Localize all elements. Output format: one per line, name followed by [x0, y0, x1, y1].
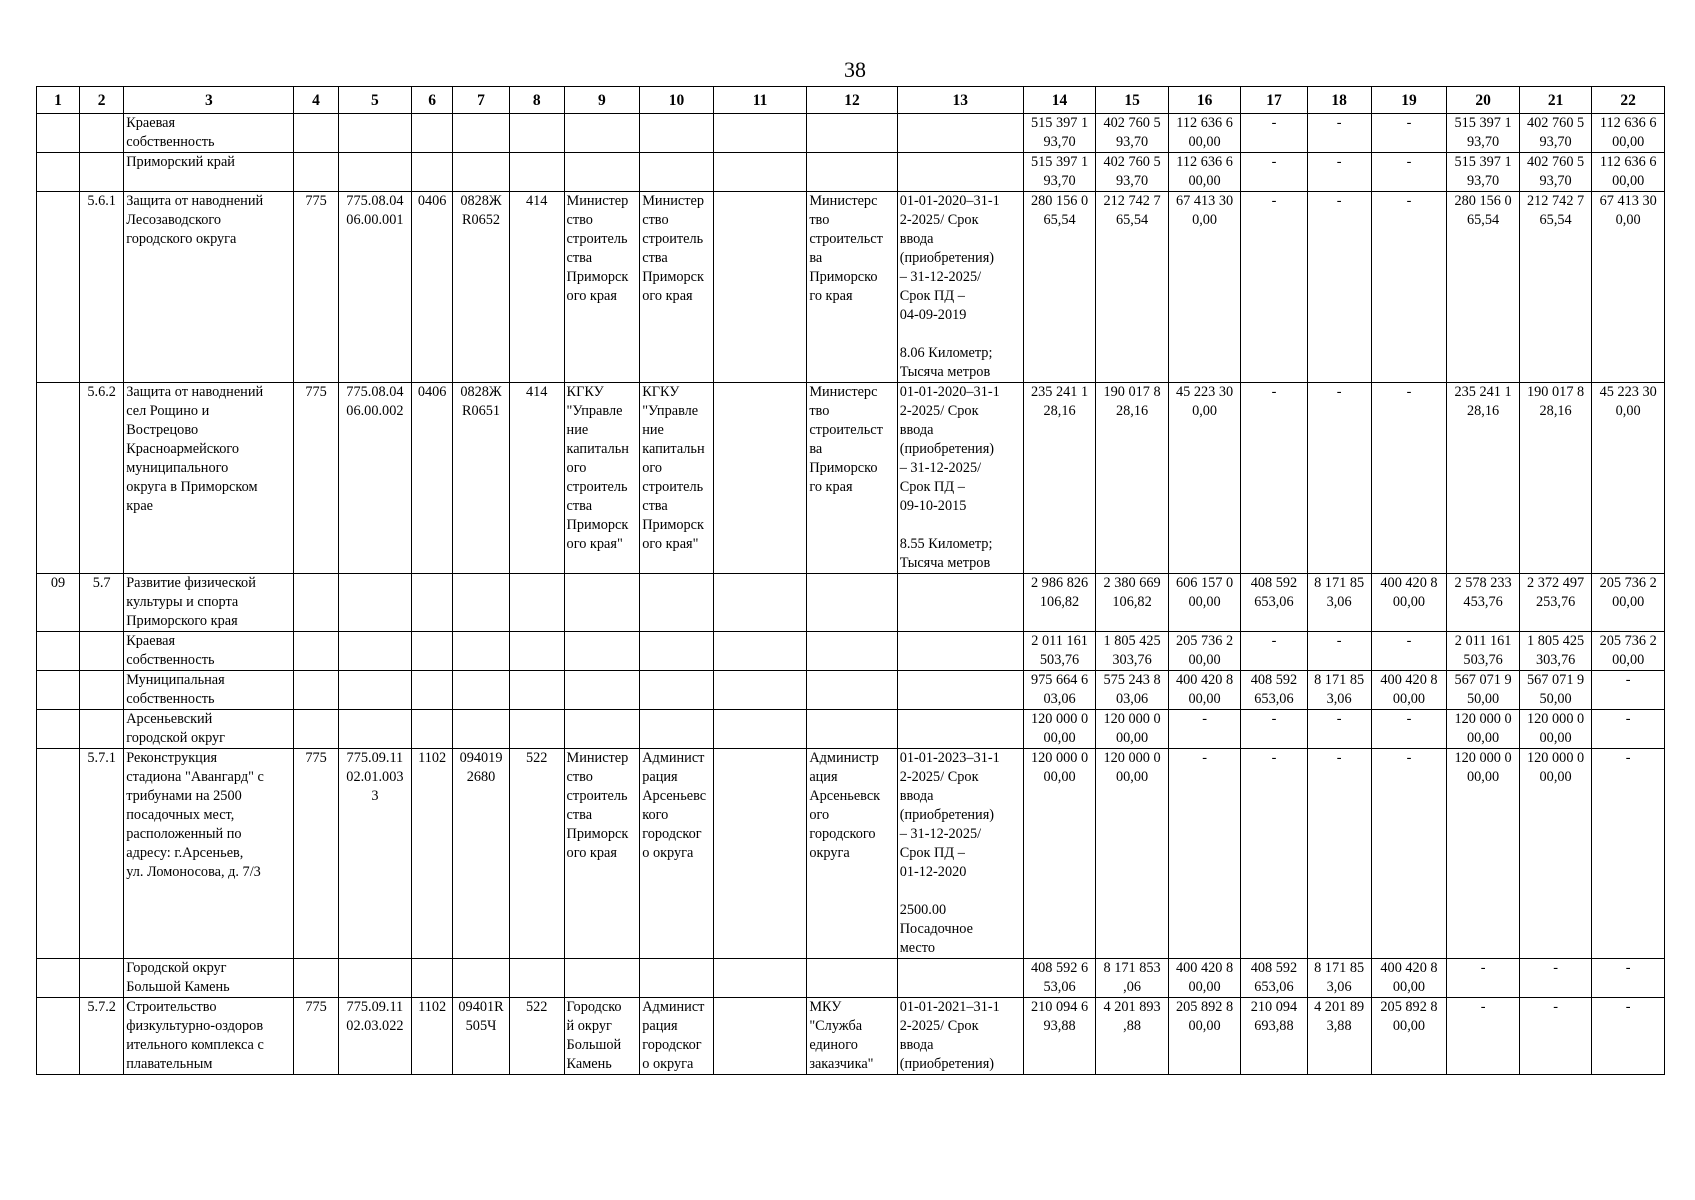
- table-cell-col-3: Реконструкция стадиона "Авангард" с трибунами на 2500 посадочных мест, расположенный по адресу: г.Арсеньев, ул. Ломоносова, д. 7/3: [124, 749, 294, 959]
- table-cell-col-19: -: [1371, 710, 1447, 749]
- table-cell-col-15: 402 760 5 93,70: [1096, 153, 1169, 192]
- table-cell-col-19: -: [1371, 749, 1447, 959]
- table-cell-col-20: 515 397 1 93,70: [1447, 153, 1520, 192]
- table-cell-col-7: 094019 2680: [453, 749, 510, 959]
- table-row: [37, 710, 1665, 749]
- table-cell-col-15: 575 243 8 03,06: [1096, 671, 1169, 710]
- table-cell-col-6: [412, 671, 453, 710]
- table-cell-col-15: 1 805 425 303,76: [1096, 632, 1169, 671]
- table-row: [37, 574, 1665, 632]
- table-cell-col-18: 8 171 85 3,06: [1307, 959, 1371, 998]
- table-cell-col-22: -: [1592, 710, 1665, 749]
- table-cell-col-9: [564, 671, 640, 710]
- table-cell-col-6: 1102: [412, 749, 453, 959]
- table-cell-col-8: [509, 710, 564, 749]
- table-cell-col-6: [412, 632, 453, 671]
- table-cell-col-11: [713, 959, 807, 998]
- table-cell-col-10: [640, 710, 714, 749]
- table-cell-col-15: 4 201 893 ,88: [1096, 998, 1169, 1075]
- table-cell-col-3: Защита от наводнений Лесозаводского городского округа: [124, 192, 294, 383]
- table-cell-col-12: Министерс тво строительст ва Приморско го края: [807, 192, 897, 383]
- table-cell-col-13: [897, 574, 1023, 632]
- table-cell-col-19: 400 420 8 00,00: [1371, 959, 1447, 998]
- table-cell-col-21: -: [1519, 959, 1592, 998]
- table-cell-col-6: [412, 114, 453, 153]
- table-cell-col-12: [807, 114, 897, 153]
- table-cell-col-2: 5.7.1: [80, 749, 124, 959]
- table-cell-col-8: 522: [509, 998, 564, 1075]
- table-cell-col-18: -: [1307, 710, 1371, 749]
- table-cell-col-14: 975 664 6 03,06: [1023, 671, 1096, 710]
- table-cell-col-5: 775.08.04 06.00.001: [338, 192, 412, 383]
- table-cell-col-5: [338, 671, 412, 710]
- table-cell-col-5: [338, 632, 412, 671]
- column-header-6: 6: [412, 87, 453, 114]
- table-row: [37, 632, 1665, 671]
- table-cell-col-20: 235 241 1 28,16: [1447, 383, 1520, 574]
- column-header-20: 20: [1447, 87, 1520, 114]
- table-cell-col-14: 280 156 0 65,54: [1023, 192, 1096, 383]
- table-row: [37, 959, 1665, 998]
- table-cell-col-18: 8 171 85 3,06: [1307, 671, 1371, 710]
- table-cell-col-20: 2 011 161 503,76: [1447, 632, 1520, 671]
- table-cell-col-10: [640, 574, 714, 632]
- table-cell-col-21: 190 017 8 28,16: [1519, 383, 1592, 574]
- table-cell-col-14: 235 241 1 28,16: [1023, 383, 1096, 574]
- table-cell-col-1: [37, 153, 80, 192]
- table-row: [37, 192, 1665, 383]
- table-cell-col-20: 280 156 0 65,54: [1447, 192, 1520, 383]
- table-cell-col-7: [453, 959, 510, 998]
- table-cell-col-6: [412, 959, 453, 998]
- table-cell-col-9: Министер ство строитель ства Приморск ого края: [564, 192, 640, 383]
- table-cell-col-17: -: [1241, 710, 1307, 749]
- column-header-1: 1: [37, 87, 80, 114]
- table-cell-col-15: 402 760 5 93,70: [1096, 114, 1169, 153]
- table-cell-col-10: [640, 959, 714, 998]
- table-cell-col-22: -: [1592, 749, 1665, 959]
- table-cell-col-19: -: [1371, 383, 1447, 574]
- table-cell-col-16: 205 736 2 00,00: [1168, 632, 1241, 671]
- column-header-22: 22: [1592, 87, 1665, 114]
- column-header-17: 17: [1241, 87, 1307, 114]
- table-cell-col-15: 212 742 7 65,54: [1096, 192, 1169, 383]
- table-cell-col-14: 2 986 826 106,82: [1023, 574, 1096, 632]
- table-cell-col-3: Приморский край: [124, 153, 294, 192]
- table-cell-col-4: [294, 632, 338, 671]
- table-cell-col-1: [37, 632, 80, 671]
- table-cell-col-4: 775: [294, 383, 338, 574]
- table-cell-col-21: 402 760 5 93,70: [1519, 114, 1592, 153]
- table-cell-col-5: [338, 114, 412, 153]
- table-cell-col-16: 205 892 8 00,00: [1168, 998, 1241, 1075]
- table-cell-col-5: 775.09.11 02.01.003 3: [338, 749, 412, 959]
- table-cell-col-1: [37, 998, 80, 1075]
- table-cell-col-6: 0406: [412, 383, 453, 574]
- table-cell-col-14: 2 011 161 503,76: [1023, 632, 1096, 671]
- table-cell-col-2: 5.7.2: [80, 998, 124, 1075]
- table-cell-col-7: [453, 710, 510, 749]
- table-cell-col-10: КГКУ "Управле ние капитальн ого строитель ства Приморск ого края": [640, 383, 714, 574]
- table-cell-col-15: 120 000 0 00,00: [1096, 749, 1169, 959]
- column-header-9: 9: [564, 87, 640, 114]
- table-cell-col-12: Администр ация Арсеньевск ого городского округа: [807, 749, 897, 959]
- table-cell-col-17: -: [1241, 114, 1307, 153]
- table-cell-col-6: [412, 153, 453, 192]
- table-cell-col-1: [37, 192, 80, 383]
- table-cell-col-11: [713, 671, 807, 710]
- page-number: 38: [844, 57, 866, 82]
- table-cell-col-11: [713, 574, 807, 632]
- table-cell-col-13: [897, 671, 1023, 710]
- table-cell-col-18: -: [1307, 153, 1371, 192]
- table-cell-col-10: [640, 671, 714, 710]
- column-header-10: 10: [640, 87, 714, 114]
- table-cell-col-5: 775.09.11 02.03.022: [338, 998, 412, 1075]
- table-cell-col-3: Арсеньевский городской округ: [124, 710, 294, 749]
- table-cell-col-8: [509, 959, 564, 998]
- table-cell-col-16: 400 420 8 00,00: [1168, 671, 1241, 710]
- table-cell-col-13: 01-01-2021–31-1 2-2025/ Срок ввода (приобретения): [897, 998, 1023, 1075]
- column-header-18: 18: [1307, 87, 1371, 114]
- table-cell-col-21: 567 071 9 50,00: [1519, 671, 1592, 710]
- table-row: [37, 998, 1665, 1075]
- table-body: [37, 114, 1665, 1075]
- table-row: [37, 114, 1665, 153]
- column-header-4: 4: [294, 87, 338, 114]
- table-cell-col-17: 408 592 653,06: [1241, 671, 1307, 710]
- table-cell-col-1: [37, 383, 80, 574]
- table-cell-col-1: [37, 671, 80, 710]
- table-cell-col-17: -: [1241, 632, 1307, 671]
- table-cell-col-12: МКУ "Служба единого заказчика": [807, 998, 897, 1075]
- table-row: [37, 153, 1665, 192]
- table-cell-col-16: 112 636 6 00,00: [1168, 153, 1241, 192]
- table-cell-col-21: 2 372 497 253,76: [1519, 574, 1592, 632]
- table-cell-col-2: [80, 671, 124, 710]
- table-cell-col-22: -: [1592, 671, 1665, 710]
- table-cell-col-8: [509, 574, 564, 632]
- table-cell-col-4: 775: [294, 998, 338, 1075]
- table-cell-col-4: 775: [294, 192, 338, 383]
- table-cell-col-13: [897, 153, 1023, 192]
- table-cell-col-13: [897, 710, 1023, 749]
- table-cell-col-21: 212 742 7 65,54: [1519, 192, 1592, 383]
- table-cell-col-2: 5.6.2: [80, 383, 124, 574]
- table-cell-col-19: -: [1371, 632, 1447, 671]
- table-cell-col-19: 400 420 8 00,00: [1371, 671, 1447, 710]
- table-cell-col-9: [564, 153, 640, 192]
- column-header-12: 12: [807, 87, 897, 114]
- table-cell-col-22: 205 736 2 00,00: [1592, 574, 1665, 632]
- table-cell-col-7: [453, 574, 510, 632]
- table-cell-col-12: [807, 671, 897, 710]
- table-cell-col-2: 5.7: [80, 574, 124, 632]
- table-cell-col-7: 09401R 505Ч: [453, 998, 510, 1075]
- table-cell-col-5: [338, 574, 412, 632]
- table-cell-col-10: Админист рация городског о округа: [640, 998, 714, 1075]
- table-cell-col-18: -: [1307, 192, 1371, 383]
- column-header-2: 2: [80, 87, 124, 114]
- table-cell-col-13: 01-01-2020–31-1 2-2025/ Срок ввода (приобретения) – 31-12-2025/ Срок ПД – 09-10-2015 8.55 Километр; Тысяча метров: [897, 383, 1023, 574]
- table-cell-col-2: [80, 710, 124, 749]
- table-cell-col-4: [294, 114, 338, 153]
- table-cell-col-16: 112 636 6 00,00: [1168, 114, 1241, 153]
- column-header-21: 21: [1519, 87, 1592, 114]
- table-cell-col-22: 67 413 30 0,00: [1592, 192, 1665, 383]
- table-cell-col-12: [807, 710, 897, 749]
- table-cell-col-15: 120 000 0 00,00: [1096, 710, 1169, 749]
- table-cell-col-21: 120 000 0 00,00: [1519, 749, 1592, 959]
- table-cell-col-11: [713, 710, 807, 749]
- table-cell-col-22: 205 736 2 00,00: [1592, 632, 1665, 671]
- table-cell-col-2: [80, 959, 124, 998]
- table-cell-col-14: 210 094 6 93,88: [1023, 998, 1096, 1075]
- table-cell-col-9: [564, 959, 640, 998]
- table-cell-col-18: 4 201 89 3,88: [1307, 998, 1371, 1075]
- table-cell-col-4: 775: [294, 749, 338, 959]
- table-cell-col-19: -: [1371, 153, 1447, 192]
- table-cell-col-9: [564, 574, 640, 632]
- table-cell-col-5: [338, 153, 412, 192]
- table-cell-col-7: [453, 153, 510, 192]
- table-cell-col-9: [564, 114, 640, 153]
- table-cell-col-3: Муниципальная собственность: [124, 671, 294, 710]
- table-cell-col-8: 522: [509, 749, 564, 959]
- table-cell-col-16: 400 420 8 00,00: [1168, 959, 1241, 998]
- table-cell-col-18: -: [1307, 632, 1371, 671]
- table-cell-col-21: 120 000 0 00,00: [1519, 710, 1592, 749]
- table-cell-col-14: 408 592 6 53,06: [1023, 959, 1096, 998]
- table-cell-col-7: 0828Ж R0652: [453, 192, 510, 383]
- table-cell-col-3: Строительство физкультурно-оздоров ительного комплекса с плавательным: [124, 998, 294, 1075]
- column-header-13: 13: [897, 87, 1023, 114]
- table-cell-col-4: [294, 710, 338, 749]
- table-cell-col-3: Краевая собственность: [124, 632, 294, 671]
- table-cell-col-18: -: [1307, 749, 1371, 959]
- table-cell-col-14: 515 397 1 93,70: [1023, 153, 1096, 192]
- table-row: [37, 671, 1665, 710]
- table-cell-col-21: -: [1519, 998, 1592, 1075]
- table-cell-col-9: [564, 632, 640, 671]
- table-cell-col-2: [80, 632, 124, 671]
- table-cell-col-17: 408 592 653,06: [1241, 959, 1307, 998]
- table-cell-col-15: 2 380 669 106,82: [1096, 574, 1169, 632]
- table-cell-col-7: [453, 671, 510, 710]
- table-cell-col-22: 112 636 6 00,00: [1592, 153, 1665, 192]
- table-cell-col-16: 606 157 0 00,00: [1168, 574, 1241, 632]
- table-cell-col-1: [37, 114, 80, 153]
- table-cell-col-12: Министерс тво строительст ва Приморско го края: [807, 383, 897, 574]
- table-cell-col-1: [37, 710, 80, 749]
- table-cell-col-20: 120 000 0 00,00: [1447, 710, 1520, 749]
- table-cell-col-19: 400 420 8 00,00: [1371, 574, 1447, 632]
- table-cell-col-5: [338, 959, 412, 998]
- table-cell-col-6: [412, 710, 453, 749]
- table-cell-col-1: 09: [37, 574, 80, 632]
- table-cell-col-14: 120 000 0 00,00: [1023, 710, 1096, 749]
- table-cell-col-8: 414: [509, 383, 564, 574]
- table-cell-col-19: 205 892 8 00,00: [1371, 998, 1447, 1075]
- table-cell-col-7: [453, 114, 510, 153]
- table-cell-col-12: [807, 574, 897, 632]
- table-cell-col-2: [80, 153, 124, 192]
- table-cell-col-20: -: [1447, 998, 1520, 1075]
- table-cell-col-22: 45 223 30 0,00: [1592, 383, 1665, 574]
- table-cell-col-15: 190 017 8 28,16: [1096, 383, 1169, 574]
- table-cell-col-16: -: [1168, 749, 1241, 959]
- table-cell-col-11: [713, 153, 807, 192]
- table-cell-col-9: Городско й округ Большой Камень: [564, 998, 640, 1075]
- table-cell-col-21: 1 805 425 303,76: [1519, 632, 1592, 671]
- column-header-16: 16: [1168, 87, 1241, 114]
- table-cell-col-11: [713, 192, 807, 383]
- table-cell-col-20: -: [1447, 959, 1520, 998]
- table-cell-col-17: -: [1241, 153, 1307, 192]
- table-cell-col-13: [897, 114, 1023, 153]
- column-header-19: 19: [1371, 87, 1447, 114]
- table-cell-col-17: 210 094 693,88: [1241, 998, 1307, 1075]
- table-cell-col-7: 0828Ж R0651: [453, 383, 510, 574]
- table-cell-col-9: КГКУ "Управле ние капитальн ого строитель ства Приморск ого края": [564, 383, 640, 574]
- table-cell-col-20: 120 000 0 00,00: [1447, 749, 1520, 959]
- column-header-3: 3: [124, 87, 294, 114]
- table-cell-col-14: 120 000 0 00,00: [1023, 749, 1096, 959]
- table-cell-col-8: [509, 153, 564, 192]
- table-cell-col-11: [713, 383, 807, 574]
- table-cell-col-13: 01-01-2020–31-1 2-2025/ Срок ввода (приобретения) – 31-12-2025/ Срок ПД – 04-09-2019 8.06 Километр; Тысяча метров: [897, 192, 1023, 383]
- table-cell-col-12: [807, 959, 897, 998]
- table-cell-col-6: [412, 574, 453, 632]
- table-cell-col-22: -: [1592, 998, 1665, 1075]
- table-cell-col-16: 45 223 30 0,00: [1168, 383, 1241, 574]
- column-header-14: 14: [1023, 87, 1096, 114]
- table-cell-col-12: [807, 632, 897, 671]
- table-cell-col-10: [640, 632, 714, 671]
- table-cell-col-13: [897, 959, 1023, 998]
- table-cell-col-10: [640, 114, 714, 153]
- table-cell-col-22: 112 636 6 00,00: [1592, 114, 1665, 153]
- table-cell-col-5: [338, 710, 412, 749]
- table-cell-col-3: Краевая собственность: [124, 114, 294, 153]
- table-cell-col-11: [713, 114, 807, 153]
- table-cell-col-10: Админист рация Арсеньевс кого городског о округа: [640, 749, 714, 959]
- table-cell-col-3: Городской округ Большой Камень: [124, 959, 294, 998]
- table-cell-col-15: 8 171 853 ,06: [1096, 959, 1169, 998]
- table-cell-col-17: -: [1241, 383, 1307, 574]
- table-cell-col-11: [713, 749, 807, 959]
- table-cell-col-18: -: [1307, 383, 1371, 574]
- table-cell-col-2: 5.6.1: [80, 192, 124, 383]
- column-header-5: 5: [338, 87, 412, 114]
- table-cell-col-11: [713, 632, 807, 671]
- table-cell-col-21: 402 760 5 93,70: [1519, 153, 1592, 192]
- table-cell-col-4: [294, 574, 338, 632]
- table-cell-col-9: [564, 710, 640, 749]
- table-cell-col-13: 01-01-2023–31-1 2-2025/ Срок ввода (приобретения) – 31-12-2025/ Срок ПД – 01-12-2020 2500.00 Посадочное место: [897, 749, 1023, 959]
- table-cell-col-1: [37, 749, 80, 959]
- table-cell-col-3: Защита от наводнений сел Рощино и Вострецово Красноармейского муниципального округа в Приморском крае: [124, 383, 294, 574]
- table-cell-col-20: 2 578 233 453,76: [1447, 574, 1520, 632]
- table-cell-col-13: [897, 632, 1023, 671]
- table-cell-col-3: Развитие физической культуры и спорта Приморского края: [124, 574, 294, 632]
- table-cell-col-17: -: [1241, 749, 1307, 959]
- table-cell-col-19: -: [1371, 192, 1447, 383]
- table-cell-col-16: 67 413 30 0,00: [1168, 192, 1241, 383]
- table-cell-col-16: -: [1168, 710, 1241, 749]
- table-cell-col-14: 515 397 1 93,70: [1023, 114, 1096, 153]
- table-cell-col-17: 408 592 653,06: [1241, 574, 1307, 632]
- column-header-15: 15: [1096, 87, 1169, 114]
- table-cell-col-2: [80, 114, 124, 153]
- table-cell-col-4: [294, 153, 338, 192]
- table-cell-col-4: [294, 959, 338, 998]
- table-cell-col-8: [509, 114, 564, 153]
- table-cell-col-12: [807, 153, 897, 192]
- table-cell-col-8: 414: [509, 192, 564, 383]
- table-cell-col-8: [509, 671, 564, 710]
- table-cell-col-6: 0406: [412, 192, 453, 383]
- table-cell-col-20: 515 397 1 93,70: [1447, 114, 1520, 153]
- table-cell-col-11: [713, 998, 807, 1075]
- table-cell-col-20: 567 071 9 50,00: [1447, 671, 1520, 710]
- table-cell-col-4: [294, 671, 338, 710]
- table-cell-col-18: -: [1307, 114, 1371, 153]
- table-cell-col-18: 8 171 85 3,06: [1307, 574, 1371, 632]
- column-header-8: 8: [509, 87, 564, 114]
- table-cell-col-10: Министер ство строитель ства Приморск ого края: [640, 192, 714, 383]
- table-cell-col-22: -: [1592, 959, 1665, 998]
- table-cell-col-9: Министер ство строитель ства Приморск ого края: [564, 749, 640, 959]
- table-cell-col-17: -: [1241, 192, 1307, 383]
- table-cell-col-10: [640, 153, 714, 192]
- table-cell-col-5: 775.08.04 06.00.002: [338, 383, 412, 574]
- table-cell-col-19: -: [1371, 114, 1447, 153]
- column-header-7: 7: [453, 87, 510, 114]
- table-cell-col-6: 1102: [412, 998, 453, 1075]
- table-header-row: [37, 87, 1665, 114]
- table-cell-col-8: [509, 632, 564, 671]
- table-row: [37, 749, 1665, 959]
- budget-table: [36, 86, 1665, 1075]
- table-cell-col-7: [453, 632, 510, 671]
- table-row: [37, 383, 1665, 574]
- table-cell-col-1: [37, 959, 80, 998]
- column-header-11: 11: [713, 87, 807, 114]
